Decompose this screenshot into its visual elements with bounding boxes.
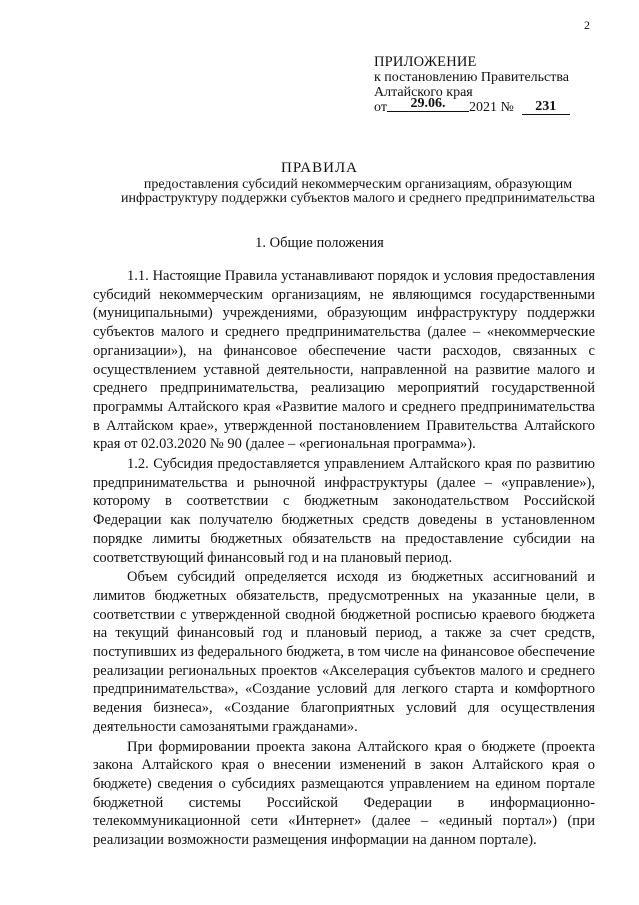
appendix-heading: ПРИЛОЖЕНИЕ — [374, 54, 477, 70]
section-heading: 1. Общие положения — [255, 235, 384, 251]
year-text: 2021 № — [468, 100, 514, 115]
page-number: 2 — [584, 18, 590, 32]
appendix-line-1: к постановлению Правительства — [374, 70, 570, 85]
document-body — [93, 267, 595, 850]
date-prefix: от — [374, 100, 387, 115]
document-title: ПРАВИЛА — [281, 160, 358, 176]
paragraph: При формировании проекта закона Алтайского края о бюджете (проекта закона Алтайского края о внесении изменений в закон Алтайского края о бюджете) сведения о субсидиях размещаются управлением на едином портале бюджетной системы Российской Федерации в информационно-телекоммуникационной сети «Интернет» (далее – «единый портал») (при реализации возможности размещения информации на данном портале). — [93, 738, 595, 849]
document-number: 231 — [522, 100, 570, 115]
appendix-line-2: Алтайского края — [374, 85, 473, 100]
date-value: 29.06. — [387, 97, 469, 112]
paragraph: Объем субсидий определяется исходя из бюджетных ассигнований и лимитов бюджетных обязательств, предусмотренных на указанные цели, в соответствии с утвержденной сводной бюджетной росписью краевого бюджета на текущий финансовый год и плановый период, а также за счет средств, поступивших из федерального бюджета, в том числе на финансовое обеспечение реализации региональных проектов «Акселерация субъектов малого и среднего предпринимательства», «Создание условий для легкого старта и комфортного ведения бизнеса», «Создание благоприятных условий для осуществления деятельности самозанятыми гражданами». — [93, 569, 595, 735]
appendix-date-line — [374, 96, 570, 115]
document-subtitle: предоставления субсидий некоммерческим организациям, образующим инфраструктуру поддержки субъектов малого и среднего предпринимательства — [120, 177, 596, 206]
appendix-block — [374, 55, 570, 115]
paragraph: 1.2. Субсидия предоставляется управлением Алтайского края по развитию предпринимательства и рыночной инфраструктуры (далее – «управление»), которому в соответствии с бюджетным законодательством Российской Федерации как получателю бюджетных средств доведены в установленном порядке лимиты бюджетных обязательств на предоставление субсидии на соответствующий финансовый год и на плановый период. — [93, 456, 595, 566]
paragraph: 1.1. Настоящие Правила устанавливают порядок и условия предоставления субсидий некоммерческим организациям, не являющимся государственными (муниципальными) учреждениями, образующим инфраструктуру поддержки субъектов малого и среднего предпринимательства (далее – «некоммерческие организации»), на финансовое обеспечение части расходов, связанных с осуществлением уставной деятельности, направленной на развитие малого и среднего предпринимательства, реализацию мероприятий государственной программы Алтайского края «Развитие малого и среднего предпринимательства в Алтайском крае», утвержденной постановлением Правительства Алтайского края от 02.03.2020 № 90 (далее – «региональная программа»). — [93, 268, 595, 453]
